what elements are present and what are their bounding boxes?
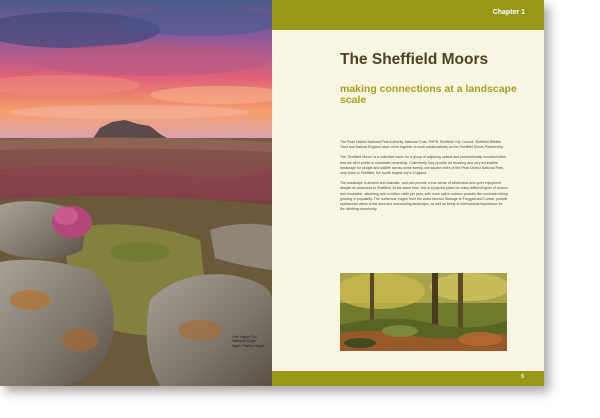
paragraph: The landscape is ancient and dramatic, and can provide a true sense of wilderness and quiet enjoyment, despite its closeness to Sheffield. At the same time, this is a popular place for many different types of access and recreation, attracting over a million visits per year, with more active outdoor pursuits like mountain biking growing in popularity. The numerous 'edges' from the world famous Stanage to Froggatt and Curbar, provide spectacular views of the area and surrounding landscape, as well as being of international importance for the climbing community.	[340, 181, 508, 212]
padley-gorge-photo	[340, 273, 507, 351]
caption-line: Left: Higger Tor,	[232, 335, 258, 339]
caption-line: Right: Padley Gorge	[232, 343, 265, 348]
footer-band	[272, 371, 544, 386]
text-page	[272, 0, 544, 386]
caption-line: Millstone Edge	[232, 339, 256, 344]
moorland-sunset-photo	[0, 0, 272, 386]
chapter-label: Chapter 1	[492, 9, 525, 16]
page-number: 5	[521, 374, 524, 380]
paragraph: The Peak District National Park Authority, National Trust, RSPB, Sheffield City Council, Sheffield Wildlife Trust and Natural England have come together to work collaboratively as the Sheffield Moors Partnership.	[340, 140, 504, 150]
chapter-band	[272, 0, 544, 30]
page-subtitle: making connections at a landscape scale	[340, 83, 517, 106]
paragraph: The 'Sheffield Moors' is a collective name for a group of adjoining upland and predominantly moorland sites that are all in public or charitable ownership. Collectively they provide an amazing and very accessible landscape for people and wildlife across some twenty-one square miles of the Peak District National Park, very close to Sheffield, the fourth largest city in England.	[340, 155, 506, 176]
photo-caption	[232, 335, 272, 348]
page-title: The Sheffield Moors	[340, 51, 489, 68]
body-text	[340, 140, 508, 217]
